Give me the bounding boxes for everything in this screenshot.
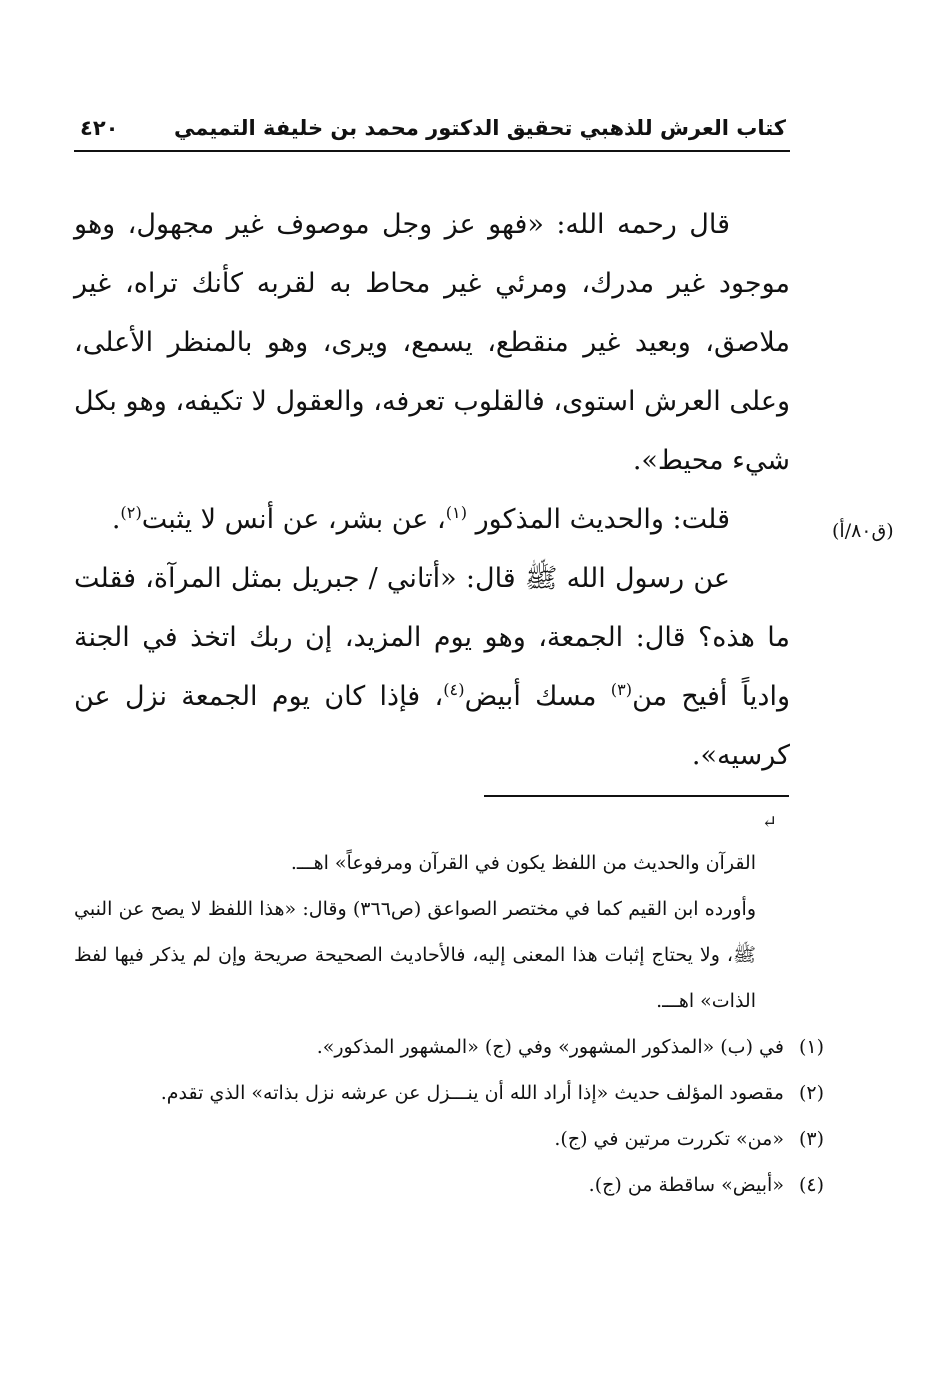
footnote-item-4: (٤) «أبيض» ساقطة من (ج). bbox=[588, 1174, 824, 1196]
footnote-item-3: (٣) «من» تكررت مرتين في (ج). bbox=[554, 1128, 824, 1150]
paragraph-quote: قال رحمه الله: «فهو عز وجل موصوف غير مجهول، وهو موجود غير مدرك، ومرئي غير محاط به لقربه كأنك تراه، غير ملاصق، وبعيد غير منقطع، يسمع، ويرى، وهو بالمنظر الأعلى، وعلى العرش استوى، فالقلوب تعرفه، والعقول لا تكيفه، وهو بكل شيء محيط». bbox=[74, 209, 790, 476]
paragraph-hadith-text: مسك أبيض bbox=[464, 681, 611, 712]
footnote-continuation: القرآن والحديث من اللفظ يكون في القرآن ومرفوعاً» اهـــ. bbox=[290, 852, 756, 874]
footnote-ref-1[interactable]: (١) bbox=[445, 503, 468, 522]
paragraph-comment-text: . bbox=[111, 504, 121, 535]
footnote-ref-4[interactable]: (٤) bbox=[443, 680, 465, 699]
paragraph-comment-text: قلت: والحديث المذكور bbox=[467, 504, 730, 535]
footnote-ref-2[interactable]: (٢) bbox=[120, 503, 142, 522]
footnote-text: في (ب) «المذكور المشهور» وفي (ج) «المشهور المذكور». bbox=[316, 1036, 784, 1058]
paragraph-comment-text: ، عن بشر، عن أنس لا يثبت bbox=[141, 504, 446, 535]
footnote-text: مقصود المؤلف حديث «إذا أراد الله أن ينـــزل عن عرشه نزل بذاته» الذي تقدم. bbox=[160, 1082, 784, 1104]
footnotes bbox=[74, 840, 824, 1208]
page-number: ٤٢٠ bbox=[80, 116, 119, 140]
paragraph-comment bbox=[74, 490, 790, 549]
footnote-item-1: (١) في (ب) «المذكور المشهور» وفي (ج) «المشهور المذكور». bbox=[316, 1036, 824, 1058]
main-text bbox=[74, 195, 790, 785]
header-title: كتاب العرش للذهبي تحقيق الدكتور محمد بن خليفة التميمي bbox=[174, 116, 786, 140]
continuation-mark-icon: ↵ bbox=[762, 812, 778, 833]
footnote-item-2: (٢) مقصود المؤلف حديث «إذا أراد الله أن ينـــزل عن عرشه نزل بذاته» الذي تقدم. bbox=[160, 1082, 824, 1104]
running-header bbox=[74, 110, 790, 152]
footnote-ref-3[interactable]: (٣) bbox=[610, 680, 633, 699]
footnote-continuation: وأورده ابن القيم كما في مختصر الصواعق (ص٣٦٦) وقال: «هذا اللفظ لا يصح عن النبي ﷺ، ولا يحتاج إثبات هذا المعنى إليه، فالأحاديث الصحيحة صريحة وإن لم يذكر فيها لفظ الذات» اهـــ. bbox=[74, 898, 756, 1012]
paragraph-hadith-text: ، فإذا كان يوم الجمعة نزل عن كرسيه». bbox=[74, 681, 790, 771]
footnote-separator bbox=[484, 795, 789, 797]
paragraph-hadith-text: عن رسول الله ﷺ قال: «أتاني / جبريل بمثل المرآة، فقلت ما هذه؟ قال: الجمعة، وهو يوم المزيد، إن ربك اتخذ في الجنة وادياً أفيح من bbox=[74, 563, 790, 712]
manuscript-folio-note: (ق٨٠/أ) bbox=[832, 520, 894, 542]
footnote-text: «أبيض» ساقطة من (ج). bbox=[588, 1174, 784, 1196]
footnote-text: «من» تكررت مرتين في (ج). bbox=[554, 1128, 784, 1150]
paragraph-hadith bbox=[74, 549, 790, 785]
